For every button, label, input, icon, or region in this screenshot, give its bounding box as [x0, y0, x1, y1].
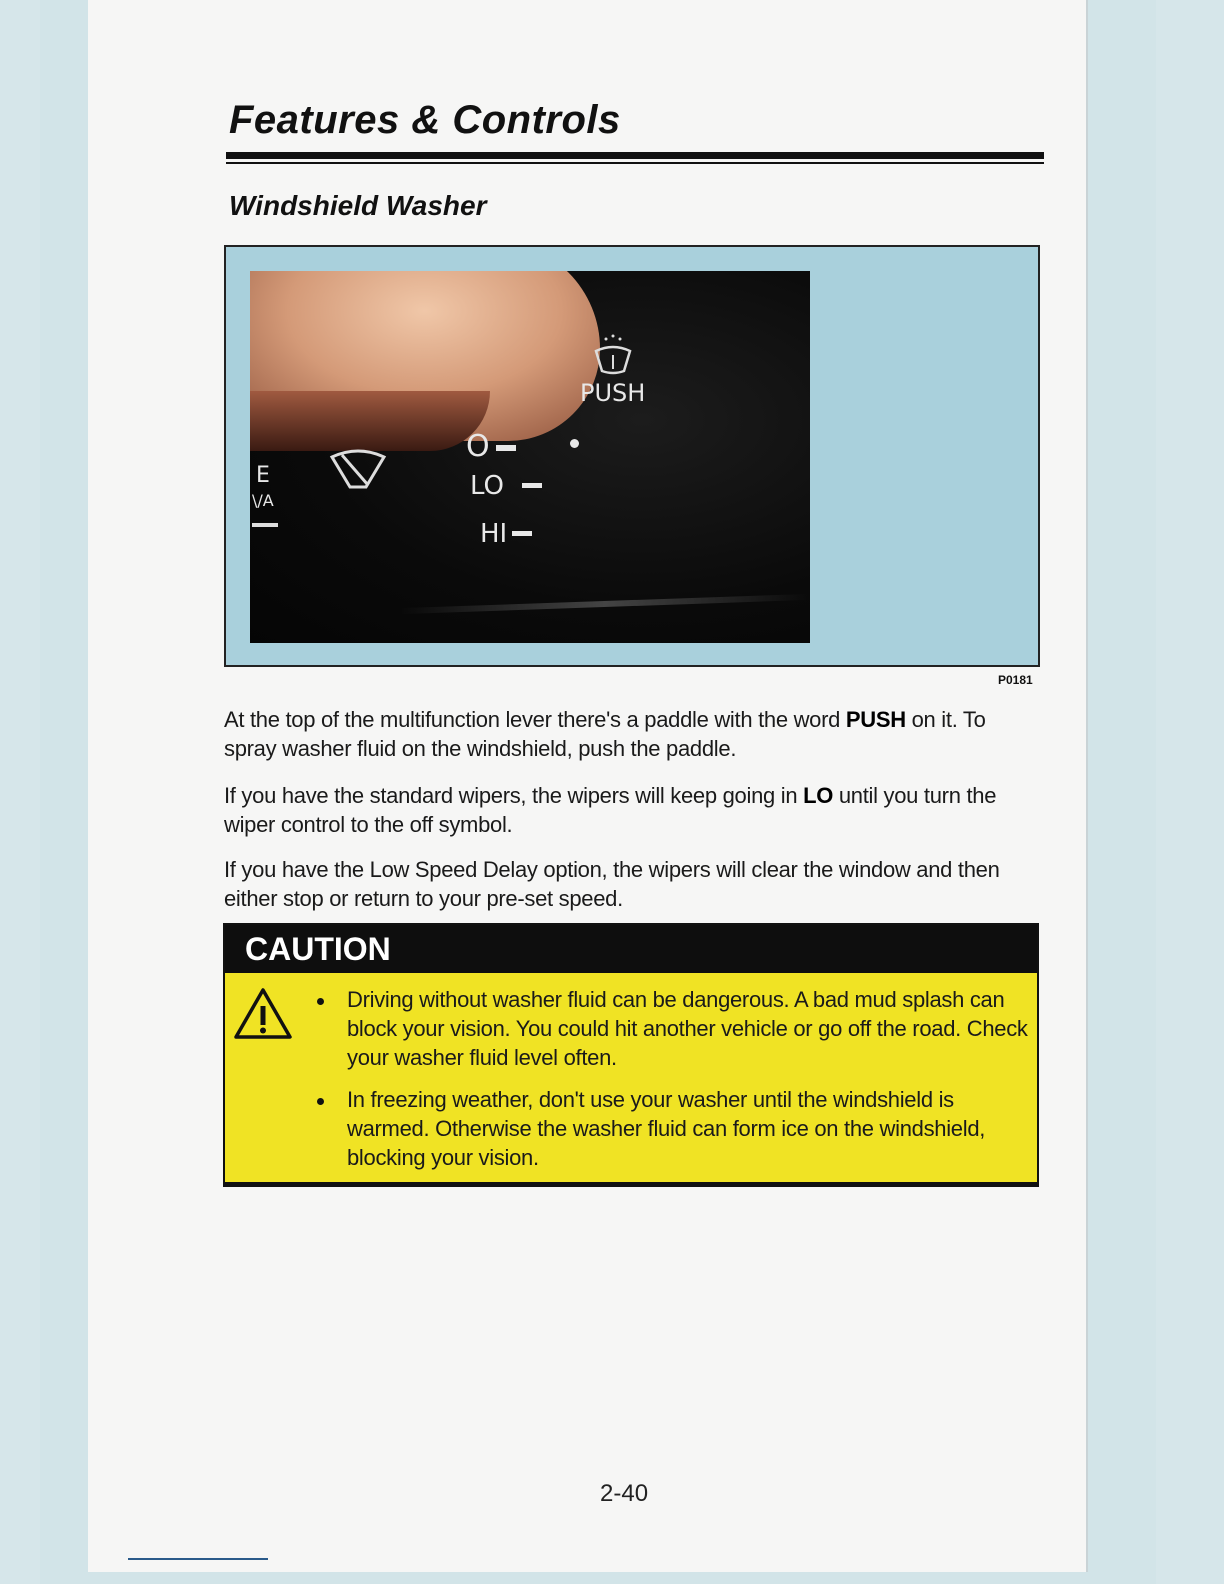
page-bottom-margin — [88, 1572, 1086, 1584]
hi-position-label: HI — [480, 519, 508, 549]
wiper-control-figure — [224, 245, 1040, 667]
subtitle: Windshield Washer — [229, 190, 487, 221]
delay-dot — [570, 439, 579, 448]
edge-tick — [252, 523, 278, 527]
caution-list — [313, 985, 1029, 1185]
section-title: Features & Controls — [229, 98, 621, 142]
title-rule-thick — [226, 152, 1044, 159]
paragraph-low-speed-delay: If you have the Low Speed Delay option, the wipers will clear the window and then either stop or return to your pre-set speed. — [224, 857, 1000, 911]
bullet-icon — [317, 1098, 324, 1105]
paragraph-standard-wipers: If you have the standard wipers, the wipers will keep going in LO until you turn the wiper control to the off symbol. — [224, 783, 997, 837]
caution-item: In freezing weather, don't use your washer until the windshield is warmed. Otherwise the washer fluid can form ice on the windshield, blocking your vision. — [313, 1085, 1029, 1172]
wiper-lever-photo — [250, 271, 810, 643]
edge-label-e: E — [256, 463, 270, 488]
caution-box — [223, 923, 1039, 1187]
caution-header — [225, 925, 1037, 973]
lever-edge — [400, 594, 810, 614]
off-tick — [496, 445, 516, 451]
title-rule-thin — [226, 162, 1044, 164]
page-number: 2-40 — [600, 1480, 649, 1507]
thumb-shadow — [250, 391, 490, 451]
washer-spray-icon — [590, 333, 636, 377]
lo-tick — [522, 483, 542, 488]
scan-artifact-line — [128, 1558, 268, 1560]
edge-label-va: \/A — [252, 491, 274, 510]
figure-code: P0181 — [998, 673, 1033, 687]
push-emphasis: PUSH — [845, 707, 906, 732]
paragraph-push-paddle: At the top of the multifunction lever there's a paddle with the word PUSH on it. To spray washer fluid on the windshield, push the paddle. — [224, 707, 986, 761]
warning-triangle-icon — [233, 987, 293, 1041]
caution-title: CAUTION — [245, 931, 391, 967]
lo-emphasis: LO — [803, 783, 834, 808]
push-label: PUSH — [580, 379, 646, 407]
lo-position-label: LO — [470, 471, 505, 501]
caution-item: Driving without washer fluid can be dangerous. A bad mud splash can block your vision. You could hit another vehicle or go off the road. Check your washer fluid level often. — [313, 985, 1029, 1072]
wiper-symbol-icon — [328, 447, 388, 491]
off-position-label: O — [466, 429, 490, 464]
bullet-icon — [317, 998, 324, 1005]
hi-tick — [512, 531, 532, 536]
